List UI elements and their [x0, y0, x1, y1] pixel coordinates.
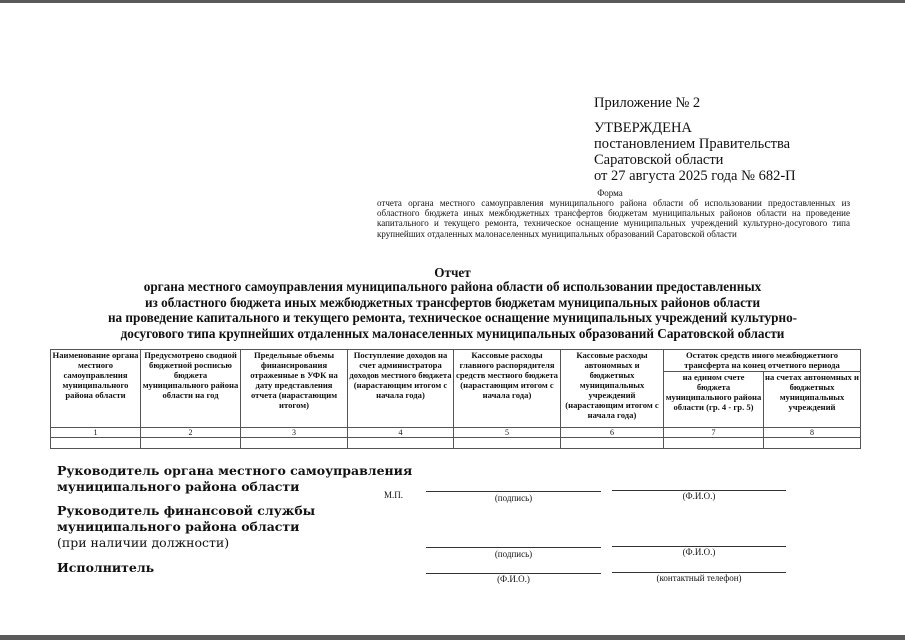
finance-note: (при наличии должности)	[57, 535, 230, 550]
report-title: Отчет	[434, 265, 471, 280]
column-number: 8	[764, 428, 861, 438]
column-header-6: Кассовые расходы автономных и бюджетных муниципальных учреждений (нарастающим итогом с начала года)	[561, 350, 664, 428]
column-number: 4	[348, 428, 454, 438]
finance-label-line-2: муниципального района области	[57, 519, 300, 534]
head-label-line-2: муниципального района области	[57, 479, 300, 494]
approved-by-line-2: Саратовской области	[594, 152, 724, 168]
head-signatory-label	[57, 463, 412, 495]
report-table	[50, 349, 861, 449]
finance-label-line-1: Руководитель финансовой службы	[57, 503, 316, 518]
column-header-3: Предельные объемы финансирования отраженные в УФК на дату представления отчета (нарастающим итогом)	[241, 350, 348, 428]
column-number: 5	[454, 428, 561, 438]
form-description: отчета органа местного самоуправления муниципального района области об использовании предоставленных из областного бюджета иных межбюджетных трансфертов бюджетам муниципальных районов области на проведение капитального и текущего ремонта, техническое оснащение муниципальных учреждений культурно-досугового типа крупнейших отдаленных малонаселенных муниципальных образований Саратовской области	[377, 198, 850, 239]
form-label: Форма	[597, 188, 623, 198]
executor-fio-caption: (Ф.И.О.)	[497, 574, 530, 584]
appendix-number: Приложение № 2	[594, 95, 701, 111]
scan-edge-top	[0, 0, 905, 3]
approved-by-line-1: постановлением Правительства	[594, 136, 791, 152]
finance-signature-line[interactable]	[426, 547, 601, 548]
finance-signature-caption: (подпись)	[494, 549, 533, 559]
column-header-1: Наименование органа местного самоуправления муниципального района области	[51, 350, 141, 428]
column-number-row	[51, 428, 861, 438]
table-cell	[561, 438, 664, 449]
approved-date: от 27 августа 2025 года № 682-П	[594, 168, 796, 184]
column-header-2: Предусмотрено сводной бюджетной росписью бюджета муниципального района области на год	[141, 350, 241, 428]
scan-edge-bottom	[0, 635, 905, 640]
head-signature-line[interactable]	[426, 491, 601, 492]
report-subtitle	[30, 279, 875, 341]
column-header-4: Поступление доходов на счет администратора доходов местного бюджета (нарастающим итогом с начала года)	[348, 350, 454, 428]
column-group-header: Остаток средств иного межбюджетного трансферта на конец отчетного периода	[664, 350, 861, 372]
column-number: 1	[51, 428, 141, 438]
table-cell	[454, 438, 561, 449]
report-subtitle-line: на проведение капитального и текущего ремонта, техническое оснащение муниципальных учреждений культурно-	[107, 310, 798, 325]
column-number: 3	[241, 428, 348, 438]
table-cell	[141, 438, 241, 449]
head-label-line-1: Руководитель органа местного самоуправления	[57, 463, 413, 478]
stamp-place-label: М.П.	[384, 490, 404, 500]
column-header-8: на счетах автономных и бюджетных муниципальных учреждений	[764, 372, 861, 428]
head-fio-caption: (Ф.И.О.)	[682, 491, 716, 501]
report-subtitle-line: органа местного самоуправления муниципального района области об использовании предоставленных	[143, 279, 762, 294]
table-cell	[348, 438, 454, 449]
executor-label: Исполнитель	[57, 560, 155, 575]
table-row	[51, 438, 861, 449]
finance-fio-caption: (Ф.И.О.)	[682, 547, 716, 557]
approved-heading: УТВЕРЖДЕНА	[594, 120, 692, 136]
column-number: 7	[664, 428, 764, 438]
approval-block	[594, 120, 796, 184]
table-cell	[664, 438, 764, 449]
column-header-5: Кассовые расходы главного распорядителя средств местного бюджета (нарастающим итогом с начала года)	[454, 350, 561, 428]
table-cell	[51, 438, 141, 449]
executor-phone-caption: (контактный телефон)	[656, 573, 742, 583]
report-subtitle-line: из областного бюджета иных межбюджетных трансфертов бюджетам муниципальных районов области	[144, 294, 761, 310]
column-header-7: на едином счете бюджета муниципального района области (гр. 4 - гр. 5)	[664, 372, 764, 428]
table-cell	[764, 438, 861, 449]
column-number: 2	[141, 428, 241, 438]
table-cell	[241, 438, 348, 449]
head-signature-caption: (подпись)	[494, 493, 533, 503]
report-subtitle-line: досугового типа крупнейших отдаленных малонаселенных муниципальных образований Саратовской области	[120, 325, 785, 341]
finance-signatory-label	[57, 503, 315, 535]
column-number: 6	[561, 428, 664, 438]
